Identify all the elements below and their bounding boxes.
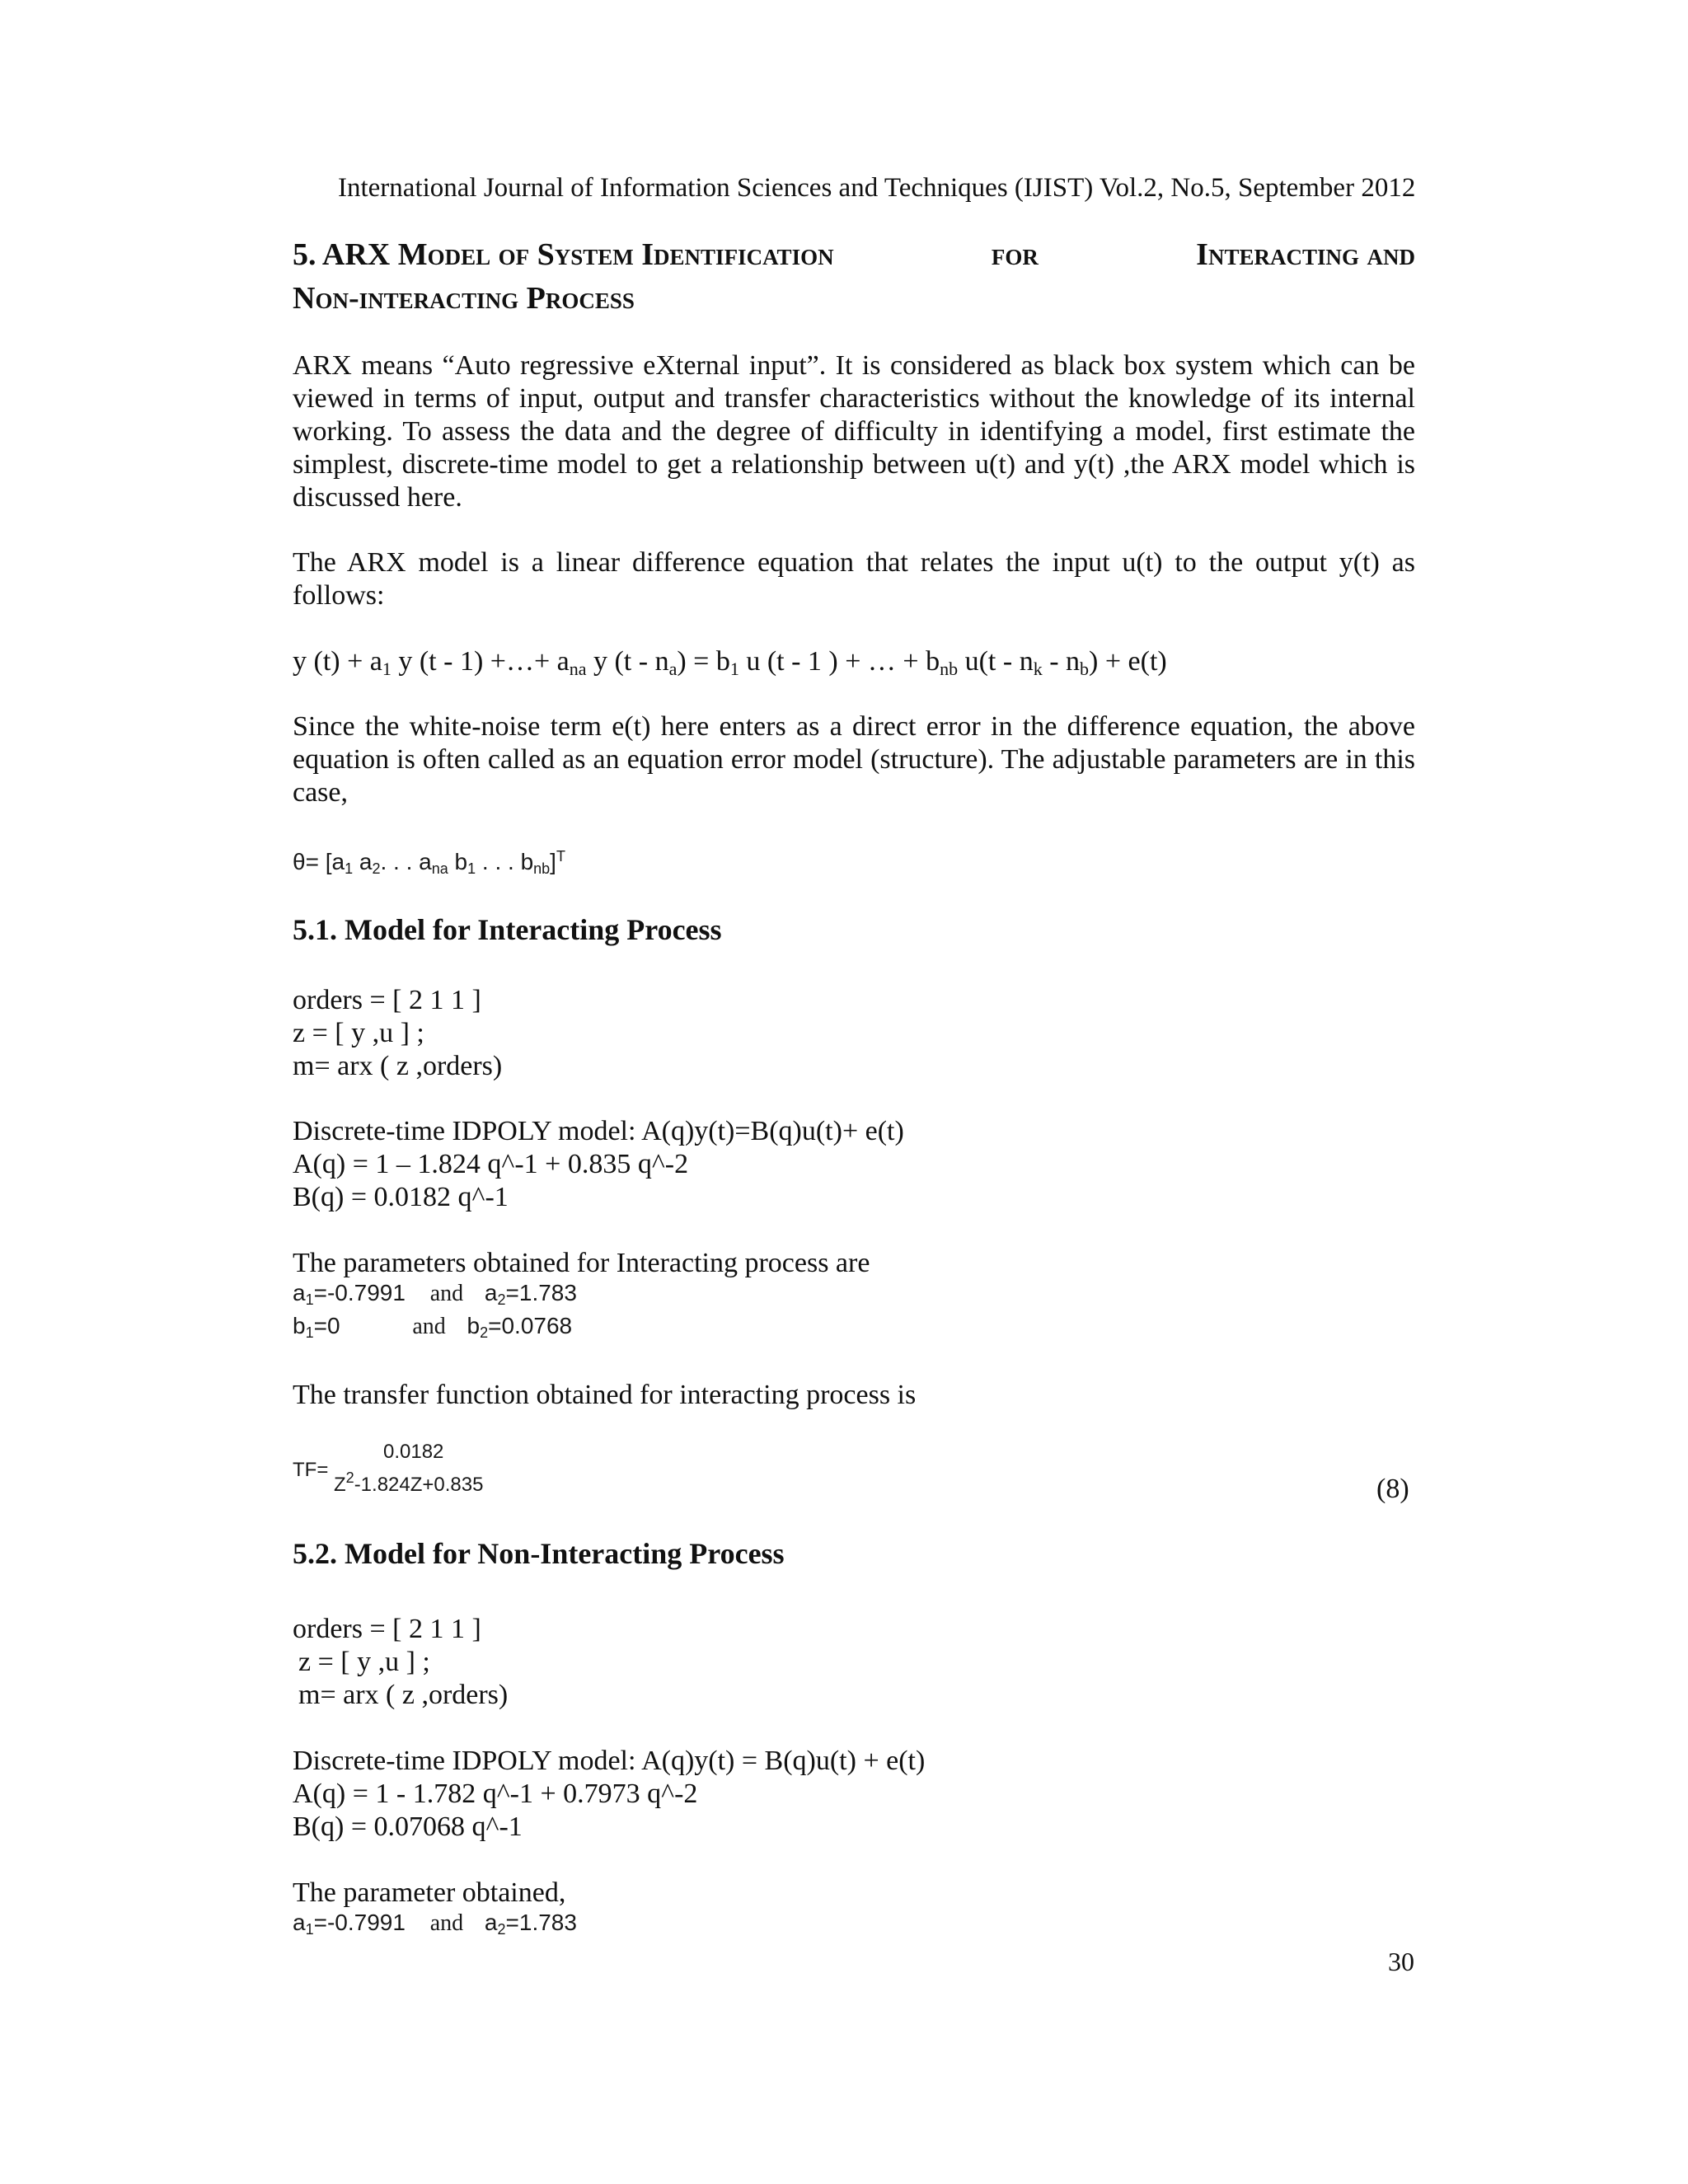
section-title-part1: 5. ARX Model of System Identification (293, 237, 834, 272)
section-title-line2: Non-interacting Process (293, 281, 635, 316)
theta-equation: $\theta= [a_1$ $a_2$. . . $a_{na}$ $b_1$ . . . $b_{nb}]^T$ (293, 848, 565, 877)
tf-denominator: $Z^2-1.824Z+0.835$ (334, 1469, 484, 1496)
code-line: orders = [ 2 1 1 ] (293, 1614, 481, 1644)
subsection-title-interacting: 5.1. Model for Interacting Process (293, 913, 722, 946)
tf-label: TF= (293, 1459, 329, 1481)
code-line: z = [ y ,u ] ; (293, 1018, 424, 1048)
code-line: z = [ y ,u ] ; (298, 1647, 430, 1677)
idpoly-line: Discrete-time IDPOLY model: A(q)y(t) = B(q)u(t) + e(t) (293, 1746, 926, 1776)
page-number: 30 (1388, 1947, 1414, 1976)
idpoly-line: A(q) = 1 – 1.824 q^-1 + 0.835 q^-2 (293, 1149, 689, 1179)
param-line-b: $b_1=0$ and $b_2=0.0768$ (293, 1313, 573, 1341)
params-intro: The parameter obtained, (293, 1877, 566, 1908)
section-title-part2: for (991, 237, 1039, 272)
tf-intro: The transfer function obtained for interacting process is (293, 1380, 917, 1410)
paragraph-arx-definition: The ARX model is a linear difference equation that relates the input u(t) to the output y(t) as follows: (293, 547, 1415, 611)
idpoly-line: Discrete-time IDPOLY model: A(q)y(t)=B(q)u(t)+ e(t) (293, 1116, 904, 1146)
param-line-a: $a_1=-0.7991$ and $a_2=1.783$ (293, 1910, 577, 1938)
idpoly-line: A(q) = 1 - 1.782 q^-1 + 0.7973 q^-2 (293, 1779, 698, 1809)
section-title-line1 (293, 233, 1415, 276)
paragraph-equation-error: Since the white-noise term e(t) here enters as a direct error in the difference equation, the above equation is often called as an equation error model (structure). The adjustable parameters are in this case, (293, 711, 1415, 808)
transfer-function (293, 1441, 540, 1507)
code-line: m= arx ( z ,orders) (298, 1680, 509, 1710)
param-line-a: $a_1=-0.7991$ and $a_2=1.783$ (293, 1280, 577, 1308)
section-title-part3: Interacting and (1196, 237, 1415, 272)
idpoly-line: B(q) = 0.07068 q^-1 (293, 1811, 523, 1842)
params-intro: The parameters obtained for Interacting process are (293, 1248, 870, 1278)
equation-number: (8) (1376, 1474, 1409, 1504)
code-line: orders = [ 2 1 1 ] (293, 985, 481, 1015)
code-line: m= arx ( z ,orders) (293, 1051, 503, 1081)
idpoly-line: B(q) = 0.0182 q^-1 (293, 1182, 509, 1212)
subsection-title-non-interacting: 5.2. Model for Non-Interacting Process (293, 1537, 785, 1570)
arx-equation: y $(t) + a_1$ y (t - 1) +…+ $a_{na}$ y $(t - n_a) = b_1$ u (t - 1 ) + … + $b_{nb}$ $u(t - n_k - n_b) + e(t)$ (293, 646, 1167, 679)
journal-header: International Journal of Information Sciences and Techniques (IJIST) Vol.2, No.5, September 2012 (338, 173, 1416, 203)
tf-numerator: 0.0182 (383, 1441, 444, 1463)
paragraph-arx-intro: ARX means “Auto regressive eXternal input”. It is considered as black box system which can be viewed in terms of input, output and transfer characteristics without the knowledge of its internal working. To assess the data and the degree of difficulty in identifying a model, first estimate the simplest, discrete-time model to get a relationship between u(t) and y(t) ,the ARX model which is discussed here. (293, 350, 1415, 513)
